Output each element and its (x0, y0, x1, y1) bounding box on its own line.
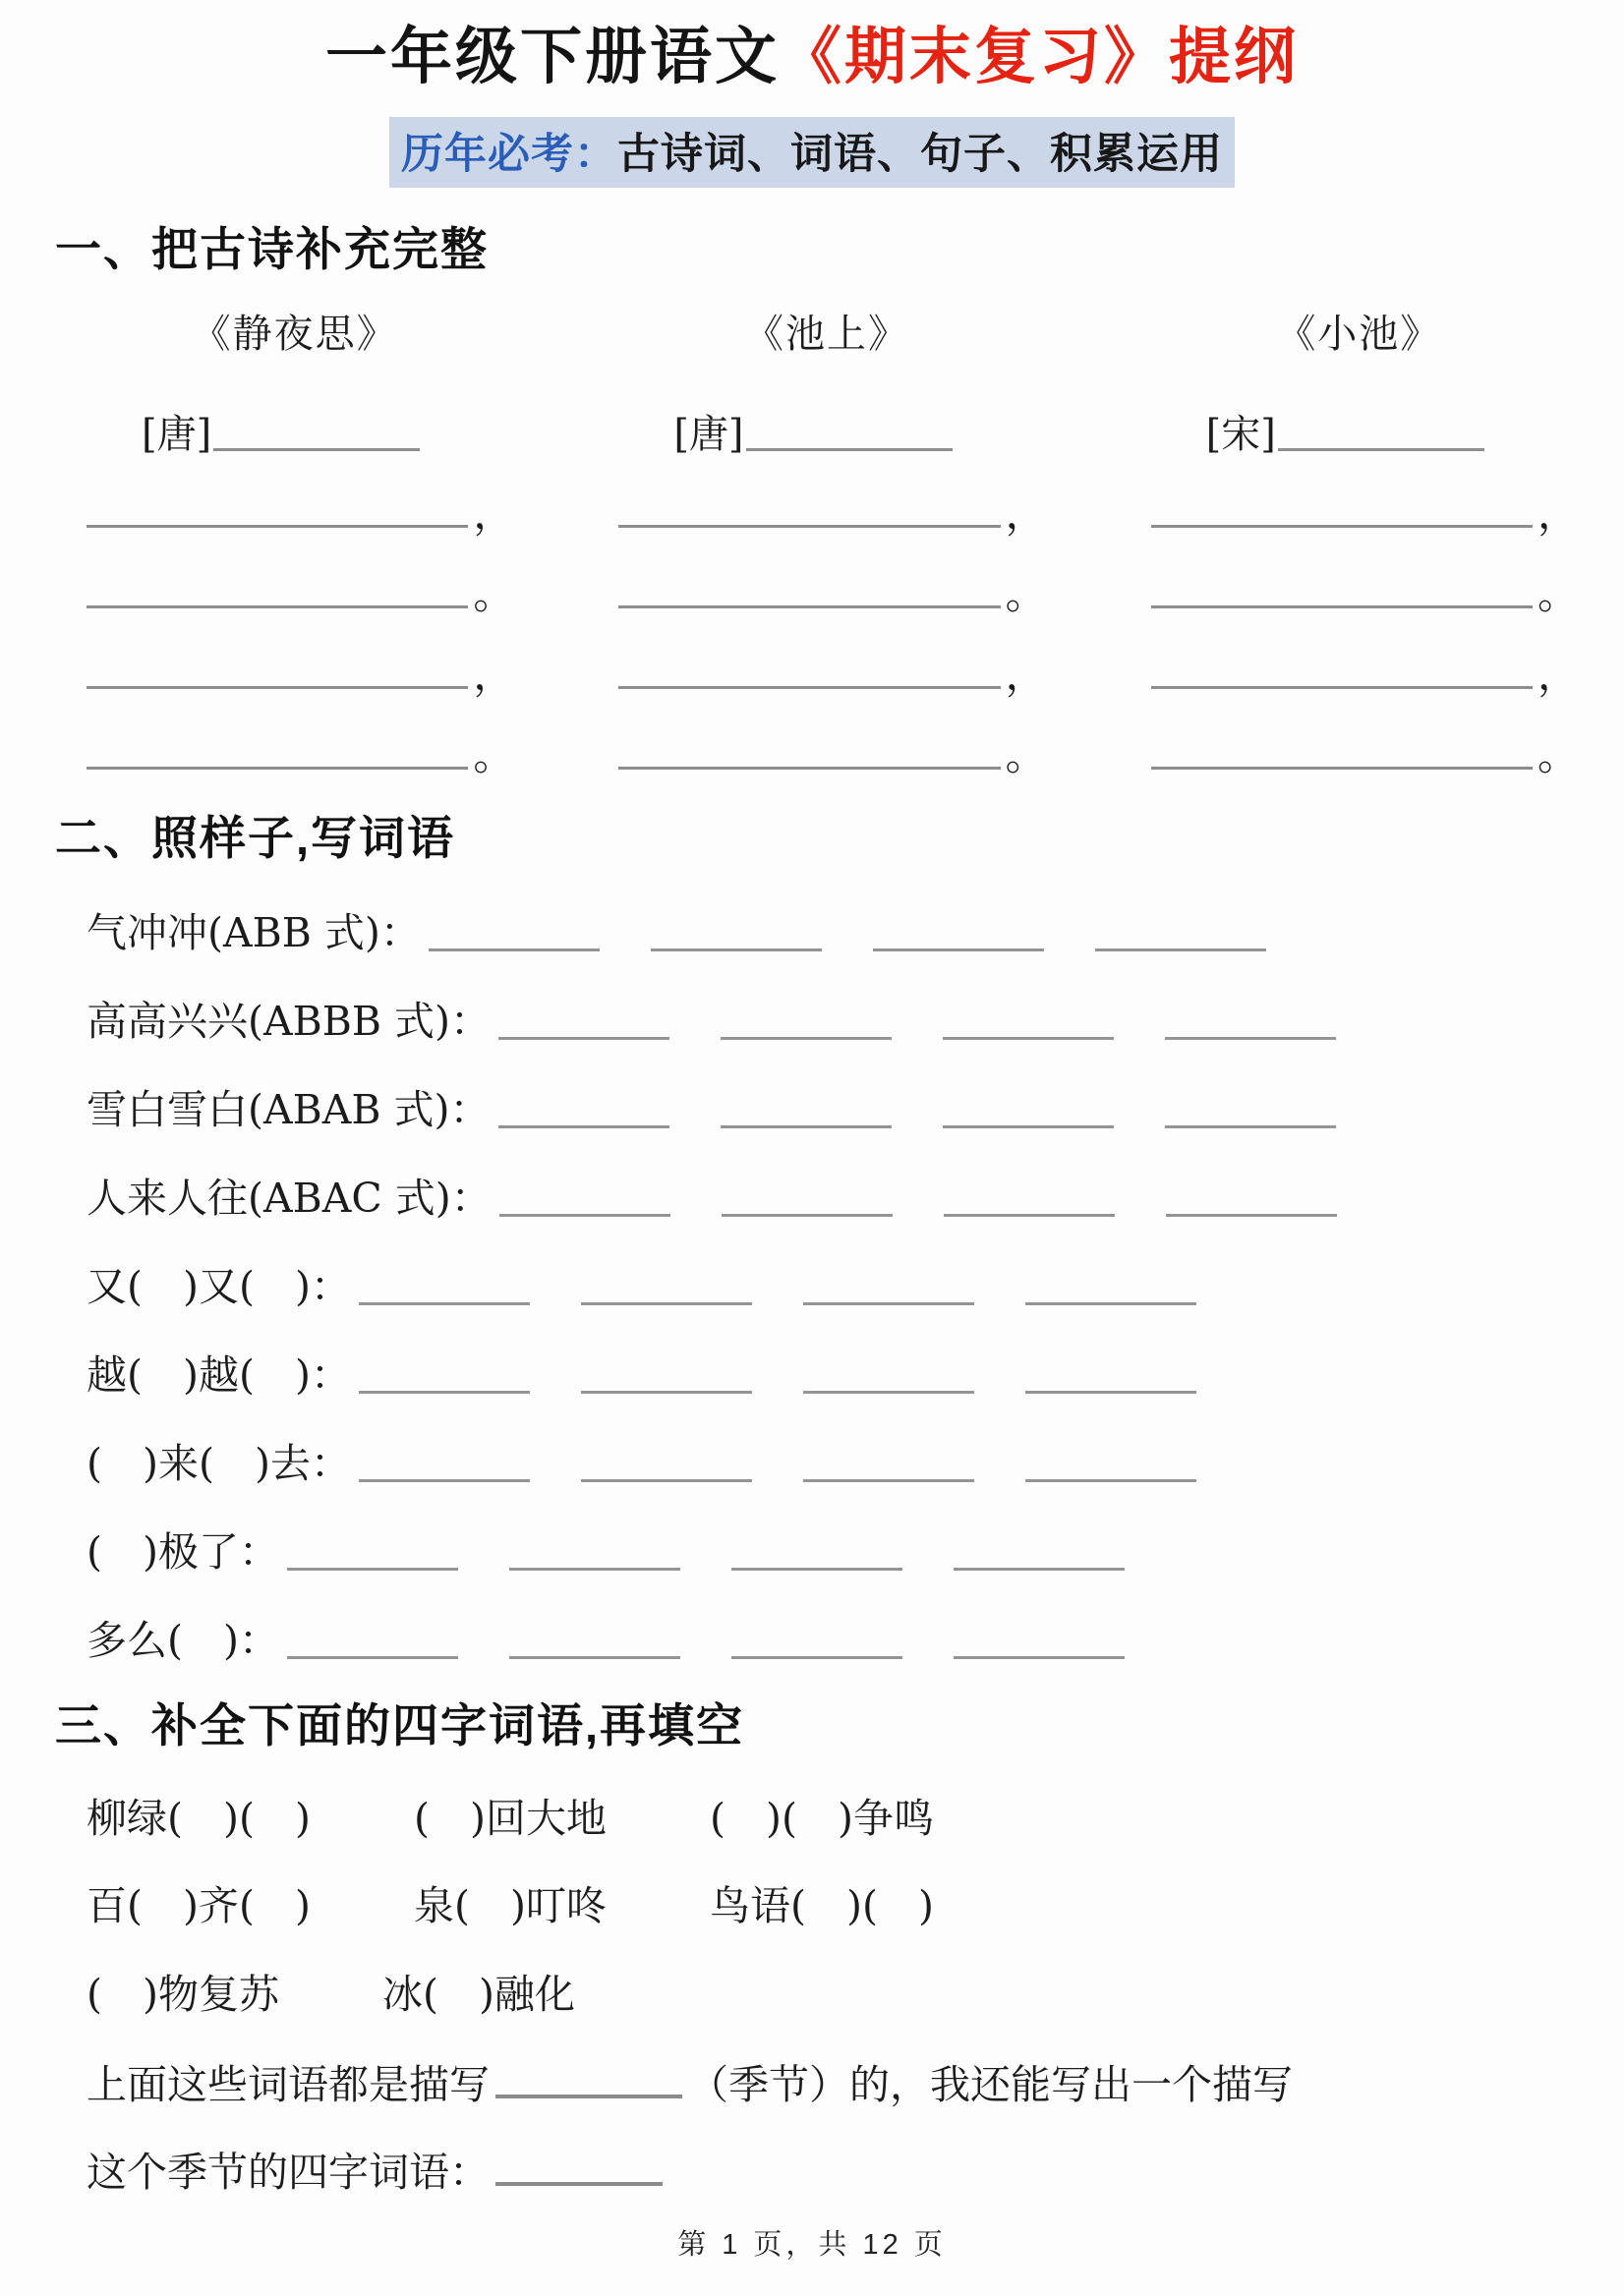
poem-blank-line (87, 570, 515, 619)
line-punctuation: 。 (1005, 731, 1047, 780)
line-punctuation: 。 (1537, 731, 1579, 780)
line-punctuation: ， (1005, 489, 1047, 539)
word-pattern-row (87, 1343, 1567, 1399)
idiom-item: ( )( )争鸣 (709, 1795, 934, 1843)
page-title-black: 一年级下册语文 (325, 23, 780, 91)
answer-blank (954, 1646, 1125, 1659)
answer-blank (721, 1027, 892, 1040)
word-pattern-label: ( )极了： (87, 1528, 279, 1577)
poem-column-3 (1151, 312, 1579, 780)
author-blank-line (746, 448, 953, 451)
answer-blank (359, 1469, 530, 1482)
answer-blank (943, 1027, 1114, 1040)
fill-text-before: 上面这些词语都是描写 (87, 2060, 490, 2108)
word-pattern-row (87, 1254, 1567, 1310)
answer-blank (1165, 1027, 1336, 1040)
dynasty-label: [唐] (673, 412, 744, 458)
answer-blank (944, 1204, 1115, 1217)
word-pattern-list (87, 900, 1567, 1664)
poem-author-row (1151, 403, 1567, 458)
word-pattern-label: 人来人往(ABAC 式)： (87, 1175, 492, 1223)
fill-text-after: （季节）的，我还能写出一个描写 (688, 2060, 1293, 2108)
answer-blank (721, 1116, 892, 1128)
answer-blank (943, 1116, 1114, 1128)
blank-line (618, 767, 1000, 770)
blank-line (1151, 686, 1533, 689)
blank-line (618, 686, 1000, 689)
word-pattern-label: 又( )又( )： (87, 1263, 351, 1311)
subtitle-highlight-bar (389, 117, 1235, 188)
poem-title: 《池上》 (743, 312, 909, 358)
author-blank-line (213, 448, 420, 451)
answer-blank (873, 939, 1044, 951)
answer-blank (359, 1381, 530, 1394)
word-pattern-row (87, 1520, 1567, 1576)
blank-line (618, 525, 1000, 528)
poem-blank-line (87, 651, 515, 700)
word-pattern-label: 越( )越( )： (87, 1351, 351, 1400)
fill-sentence-line1 (87, 2058, 1567, 2112)
line-punctuation: 。 (473, 570, 515, 619)
fill-line2-label: 这个季节的四字词语： (87, 2149, 490, 2197)
line-punctuation: ， (473, 489, 515, 539)
answer-blank (499, 1204, 670, 1217)
poem-blank-line (618, 570, 1047, 619)
answer-blank (509, 1558, 680, 1571)
subtitle-blue-text: 历年必考： (401, 132, 617, 179)
line-punctuation: ， (1005, 651, 1047, 700)
blank-line (618, 605, 1000, 608)
idiom-item: ( )物复苏 (87, 1970, 279, 2018)
line-punctuation: 。 (1537, 570, 1579, 619)
poem-blank-line (87, 489, 515, 539)
poem-blank-line (618, 651, 1047, 700)
poem-column-1 (87, 312, 515, 780)
line-punctuation: ， (1537, 651, 1579, 700)
word-pattern-label: 雪白雪白(ABAB 式)： (87, 1086, 491, 1134)
answer-blank (803, 1469, 974, 1482)
blank-line (1151, 767, 1533, 770)
line-punctuation: 。 (473, 731, 515, 780)
answer-blank (498, 1116, 669, 1128)
line-punctuation: ， (473, 651, 515, 700)
answer-blank (1095, 939, 1266, 951)
idiom-row (87, 1882, 1567, 1930)
word-pattern-row (87, 1431, 1567, 1487)
word-pattern-label: 气冲冲(ABB 式)： (87, 909, 421, 957)
idiom-item: 泉( )叮咚 (413, 1882, 607, 1930)
idiom-item: 柳绿( )( ) (87, 1795, 311, 1843)
blank-line (1151, 605, 1533, 608)
blank-line (87, 686, 468, 689)
answer-blank (731, 1646, 902, 1659)
subtitle-row (0, 117, 1624, 188)
answer-blank (1165, 1116, 1336, 1128)
poem-author-row (618, 403, 1034, 458)
blank-line (87, 525, 468, 528)
answer-blank (1025, 1381, 1196, 1394)
blank-line (87, 605, 468, 608)
answer-blank (581, 1469, 752, 1482)
word-pattern-label: ( )来( )去： (87, 1440, 351, 1488)
answer-blank (1025, 1469, 1196, 1482)
poem-blank-line (618, 489, 1047, 539)
idiom-grid (87, 1795, 1567, 2019)
fill-in-sentence (87, 2058, 1567, 2201)
poem-blank-line (87, 731, 515, 780)
idiom-item: 鸟语( )( ) (709, 1882, 934, 1930)
poem-grid (87, 312, 1579, 780)
answer-blank (359, 1292, 530, 1305)
section3-heading: 三、补全下面的四字词语,再填空 (55, 1699, 745, 1752)
answer-blank (722, 1204, 893, 1217)
answer-blank (1166, 1204, 1337, 1217)
fill-sentence-line2 (87, 2146, 1567, 2200)
poem-blank-line (1151, 489, 1579, 539)
dynasty-label: [宋] (1205, 412, 1276, 458)
answer-blank (731, 1558, 902, 1571)
answer-blank (509, 1646, 680, 1659)
word-pattern-row (87, 900, 1567, 956)
poem-title: 《静夜思》 (191, 312, 398, 358)
page-title (0, 0, 1624, 91)
poem-blank-line (618, 731, 1047, 780)
answer-blank (803, 1381, 974, 1394)
section1-heading: 一、把古诗补充完整 (55, 223, 489, 276)
poem-blank-line (1151, 731, 1579, 780)
word-pattern-row (87, 1077, 1567, 1133)
season-answer-blank (495, 2065, 682, 2098)
answer-blank (287, 1558, 458, 1571)
answer-blank (651, 939, 822, 951)
answer-blank (498, 1027, 669, 1040)
poem-column-2 (618, 312, 1047, 780)
idiom-row (87, 1795, 1567, 1843)
word-pattern-label: 多么( )： (87, 1617, 279, 1665)
dynasty-label: [唐] (142, 412, 212, 458)
idiom-row (87, 1971, 1567, 2019)
idiom-item: 百( )齐( ) (87, 1882, 311, 1930)
poem-title: 《小池》 (1276, 312, 1442, 358)
blank-line (87, 767, 468, 770)
answer-blank (581, 1381, 752, 1394)
subtitle-black-text: 古诗词、词语、句子、积累运用 (617, 132, 1223, 179)
word-pattern-label: 高高兴兴(ABBB 式)： (87, 998, 492, 1046)
page-number-indicator: 第 1 页，共 12 页 (677, 2229, 947, 2261)
idiom-item: ( )回大地 (413, 1795, 607, 1843)
page-title-red: 《期末复习》提纲 (780, 23, 1299, 91)
poem-blank-line (1151, 570, 1579, 619)
answer-blank (287, 1646, 458, 1659)
idiom-item: 冰( )融化 (382, 1970, 575, 2018)
answer-blank (1025, 1292, 1196, 1305)
section2-heading: 二、照样子,写词语 (55, 812, 456, 865)
word-pattern-row (87, 989, 1567, 1045)
answer-blank (954, 1558, 1125, 1571)
poem-blank-line (1151, 651, 1579, 700)
line-punctuation: 。 (1005, 570, 1047, 619)
idiom-answer-blank (495, 2152, 663, 2186)
word-pattern-row (87, 1166, 1567, 1222)
blank-line (1151, 525, 1533, 528)
author-blank-line (1278, 448, 1484, 451)
word-pattern-row (87, 1608, 1567, 1664)
poem-author-row (87, 403, 502, 458)
answer-blank (429, 939, 600, 951)
line-punctuation: ， (1537, 489, 1579, 539)
answer-blank (581, 1292, 752, 1305)
answer-blank (803, 1292, 974, 1305)
